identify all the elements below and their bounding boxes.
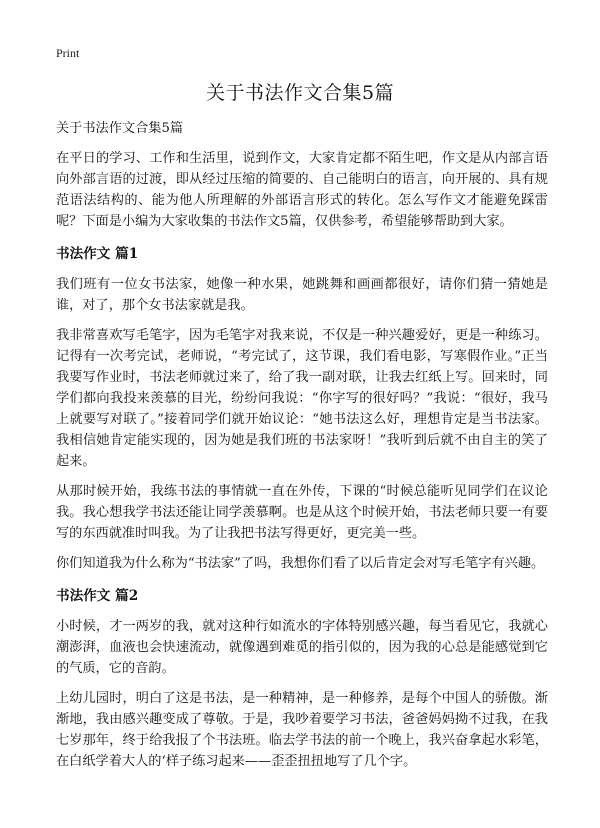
paragraph: 你们知道我为什么称为“书法家”了吗，我想你们看了以后肯定会对写毛笔字有兴趣。 — [56, 556, 545, 571]
intro-paragraph: 在平日的学习、工作和生活里，说到作文，大家肯定都不陌生吧，作文是从内部言语向外部言语的过渡，即从经过压缩的简要的、自己能明白的语言，向开展的、具有规范语法结构的、能为他人所理解的外部语言形式的转化。怎么写作文才能避免踩雷呢？下面是小编为大家收集的书法作文5篇，仅供参考，希望能够帮助到大家。 — [56, 151, 548, 229]
document-body — [56, 118, 548, 781]
paragraph: 小时候，才一两岁的我，就对这种行如流水的字体特别感兴趣，每当看见它，我就心潮澎湃，血液也会快速流动，就像遇到难觅的指引似的，因为我的心总是能感觉到它的气质，它的音韵。 — [56, 619, 548, 676]
document-subtitle: 关于书法作文合集5篇 — [56, 121, 184, 136]
paragraph: 我非常喜欢写毛笔字，因为毛笔字对我来说，不仅是一种兴趣爱好，更是一种练习。记得有一次考完试，老师说，“考完试了，这节课，我们看电影，写寒假作业。”正当我要写作业时，书法老师就过来了，给了我一副对联，让我去红纸上写。回来时，同学们都向我投来羡慕的目光，纷纷问我说：“你字写的很好吗？”我说：“很好，我马上就要写对联了。”接着同学们就开始议论：“她书法这么好，理想肯定是当书法家。我相信她肯定能实现的，因为她是我们班的书法家呀！”我听到后就不由自主的笑了起来。 — [56, 328, 548, 469]
paragraph: 上幼儿园时，明白了这是书法，是一种精神，是一种修养，是每个中国人的骄傲。渐渐地，我由感兴趣变成了尊敬。于是，我吵着要学习书法，爸爸妈妈拗不过我，在我七岁那年，终于给我报了个书法班。临去学书法的前一个晚上，我兴奋拿起水彩笔，在白纸学着大人的‘样子练习起来——歪歪扭扭地写了几个字。 — [56, 691, 548, 769]
paragraph: 从那时候开始，我练书法的事情就一直在外传，下课的“时候总能听见同学们在议论我。我心想我学书法还能让同学羡慕啊。也是从这个时候开始，书法老师只要一有要写的东西就准时叫我。为了让我把书法写得更好，更完美一些。 — [56, 484, 548, 541]
section-heading: 书法作文 篇1 — [56, 246, 139, 262]
section-heading: 书法作文 篇2 — [56, 588, 139, 604]
paragraph: 我们班有一位女书法家，她像一种水果，她跳舞和画画都很好，请你们猜一猜她是谁，对了，那个女书法家就是我。 — [56, 277, 548, 313]
section-2 — [56, 586, 548, 772]
print-link[interactable]: Print — [56, 46, 80, 60]
section-1 — [56, 244, 548, 574]
document-title: 关于书法作文合集5篇 — [205, 82, 395, 104]
